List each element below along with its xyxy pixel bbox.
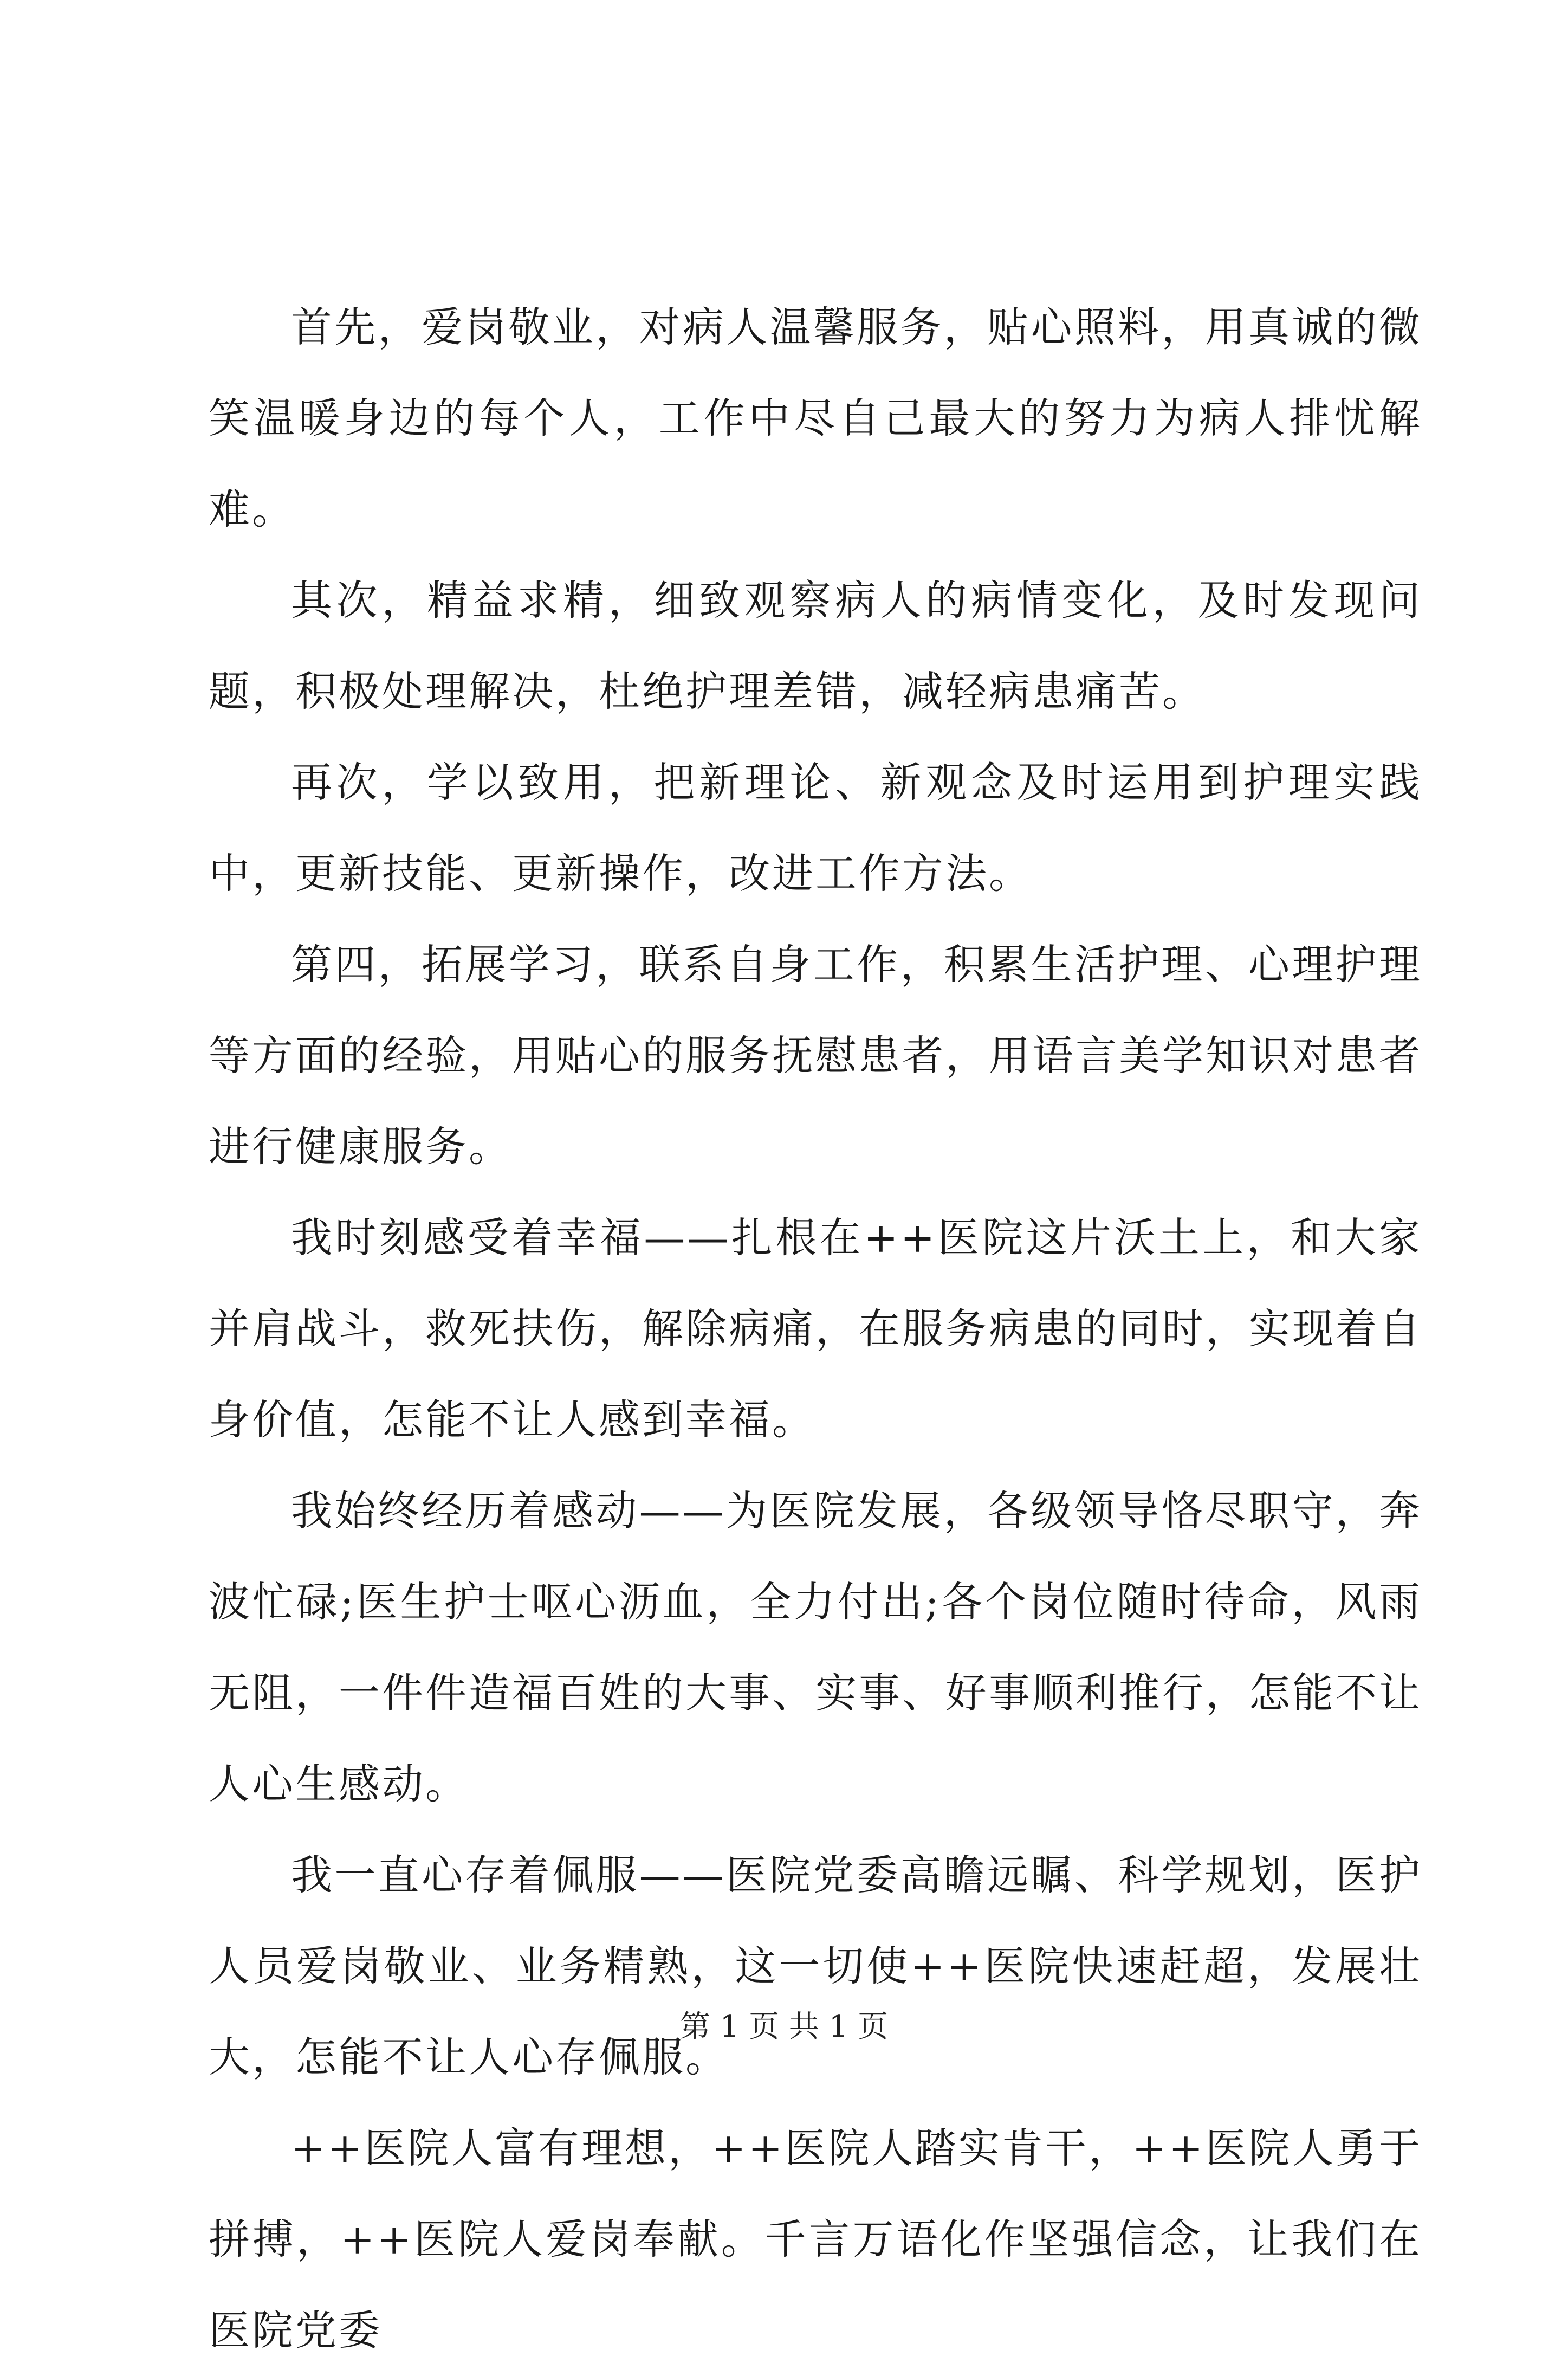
paragraph-2: 其次，精益求精，细致观察病人的病情变化，及时发现问题，积极处理解决，杜绝护理差错，减轻病患痛苦。: [209, 576, 1422, 715]
document-body: [209, 282, 1422, 2376]
paragraph-7: 我一直心存着佩服——医院党委高瞻远瞩、科学规划，医护人员爱岗敬业、业务精熟，这一切使++医院快速赶超，发展壮大，怎能不让人心存佩服。: [209, 1851, 1422, 2081]
paragraph-6: 我始终经历着感动——为医院发展，各级领导恪尽职守，奔波忙碌;医生护士呕心沥血，全力付出;各个岗位随时待命，风雨无阻，一件件造福百姓的大事、实事、好事顺利推行，怎能不让人心生感动。: [209, 1487, 1422, 1808]
page-footer: 第 1 页 共 1 页: [679, 2009, 889, 2044]
paragraph-5: 我时刻感受着幸福——扎根在++医院这片沃土上，和大家并肩战斗，救死扶伤，解除病痛，在服务病患的同时，实现着自身价值，怎能不让人感到幸福。: [209, 1213, 1422, 1444]
paragraph-4: 第四，拓展学习，联系自身工作，积累生活护理、心理护理等方面的经验，用贴心的服务抚慰患者，用语言美学知识对患者进行健康服务。: [209, 940, 1422, 1171]
paragraph-3: 再次，学以致用，把新理论、新观念及时运用到护理实践中，更新技能、更新操作，改进工作方法。: [209, 758, 1422, 898]
paragraph-8: ++医院人富有理想，++医院人踏实肯干，++医院人勇于拼搏，++医院人爱岗奉献。千言万语化作坚强信念，让我们在医院党委: [209, 2124, 1422, 2354]
paragraph-1: 首先，爱岗敬业，对病人温馨服务，贴心照料，用真诚的微笑温暖身边的每个人，工作中尽自己最大的努力为病人排忧解难。: [209, 303, 1422, 533]
